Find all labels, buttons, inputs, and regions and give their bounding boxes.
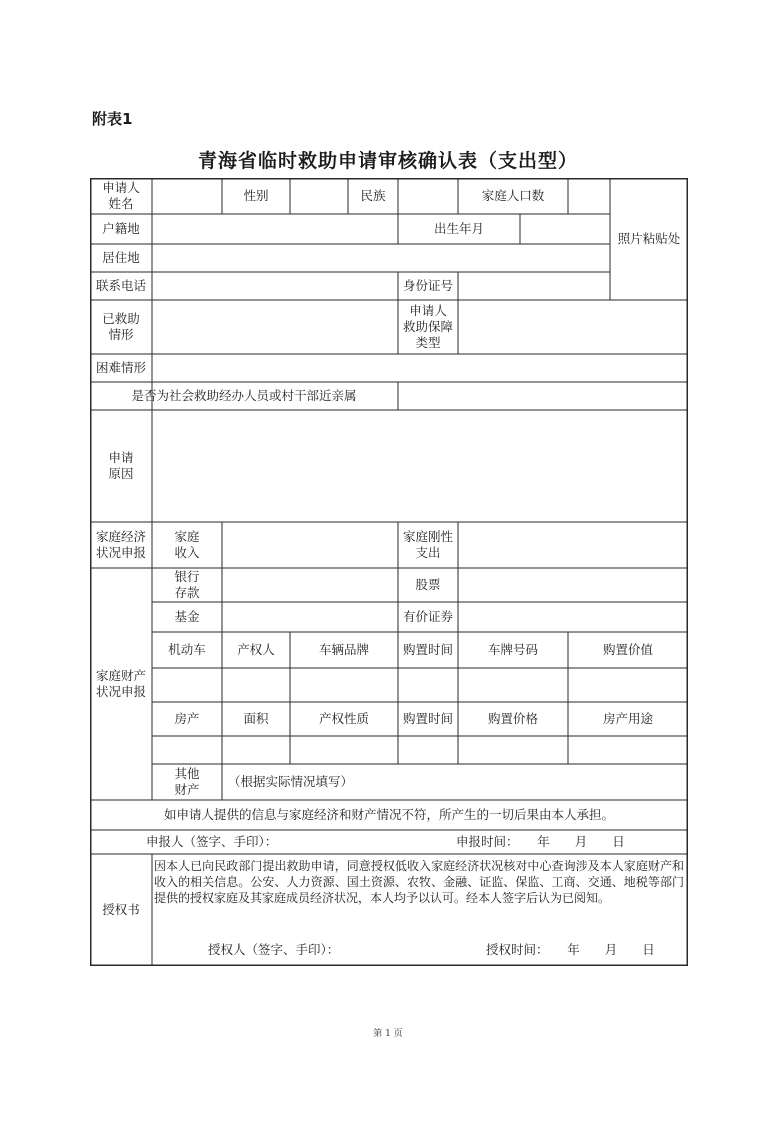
bank-deposit-label: 银行 存款: [174, 569, 200, 600]
economy-section-label: 家庭经济 状况申报: [95, 529, 146, 560]
birth-date-label: 出生年月: [433, 221, 484, 236]
declare-time-label: 申报时间： 年 月 日: [456, 834, 625, 849]
rigid-expense-label: 家庭刚性 支出: [402, 529, 453, 560]
page-number: 第 1 页: [373, 1029, 403, 1039]
phone-label: 联系电话: [95, 278, 146, 293]
reason-label: 申请 原因: [108, 450, 134, 481]
attachment-label: 附表1: [92, 110, 133, 128]
house-use-label: 房产用途: [602, 711, 653, 726]
applicant-name-label: 申请人 姓名: [102, 180, 140, 211]
residence-label: 居住地: [102, 250, 140, 265]
declarant-signature-label: 申报人（签字、手印）：: [146, 834, 278, 849]
house-price-label: 购置价格: [487, 711, 538, 726]
received-aid-label: 已救助 情形: [102, 311, 140, 342]
family-income-label: 家庭 收入: [174, 529, 200, 560]
gender-label: 性别: [243, 188, 269, 203]
household-size-label: 家庭人口数: [481, 188, 545, 203]
photo-area[interactable]: 照片粘贴处: [617, 231, 681, 246]
plate-number-label: 车牌号码: [487, 642, 538, 657]
ethnicity-label: 民族: [360, 188, 386, 203]
securities-label: 有价证券: [402, 609, 453, 624]
authorization-text: 因本人已向民政部门提出救助申请，同意授权低收入家庭经济状况核对中心查询涉及本人家庭财产和收入的相关信息。公安、人力资源、国土资源、农牧、金融、证监、保监、工商、交通、地税等部门提供的授权家庭及其家庭成员经济状况，本人均予以认可。经本人签字后认为已阅知。: [154, 859, 684, 905]
auth-time-label: 授权时间： 年 月 日: [486, 942, 655, 957]
vehicle-brand-label: 车辆品牌: [318, 642, 369, 657]
area-label: 面积: [243, 711, 269, 726]
vehicle-label: 机动车: [168, 642, 206, 657]
other-property-label: 其他 财产: [174, 766, 200, 797]
authorization-label: 授权书: [102, 902, 140, 917]
relative-question-label: 是否为社会救助经办人员或村干部近亲属: [131, 388, 357, 403]
hardship-label: 困难情形: [95, 360, 146, 375]
house-label: 房产: [174, 711, 200, 726]
vehicle-price-label: 购置价值: [602, 642, 653, 657]
house-purchase-time-label: 购置时间: [402, 711, 453, 726]
vehicle-purchase-time-label: 购置时间: [402, 642, 453, 657]
property-section-label: 家庭财产 状况申报: [95, 668, 146, 699]
aid-type-label: 申请人 救助保障 类型: [402, 303, 453, 350]
grantor-signature-label: 授权人（签字、手印）：: [208, 942, 340, 957]
household-registration-label: 户籍地: [102, 221, 140, 236]
vehicle-owner-label: 产权人: [237, 642, 275, 657]
ownership-nature-label: 产权性质: [318, 711, 369, 726]
other-property-note: （根据实际情况填写）: [228, 774, 354, 789]
fund-label: 基金: [174, 609, 200, 624]
application-form: [90, 178, 688, 966]
form-title: 青海省临时救助申请审核确认表（支出型）: [197, 150, 578, 172]
id-number-label: 身份证号: [402, 278, 453, 293]
stocks-label: 股票: [415, 577, 441, 592]
declaration-text: 如申请人提供的信息与家庭经济和财产情况不符，所产生的一切后果由本人承担。: [163, 807, 614, 822]
